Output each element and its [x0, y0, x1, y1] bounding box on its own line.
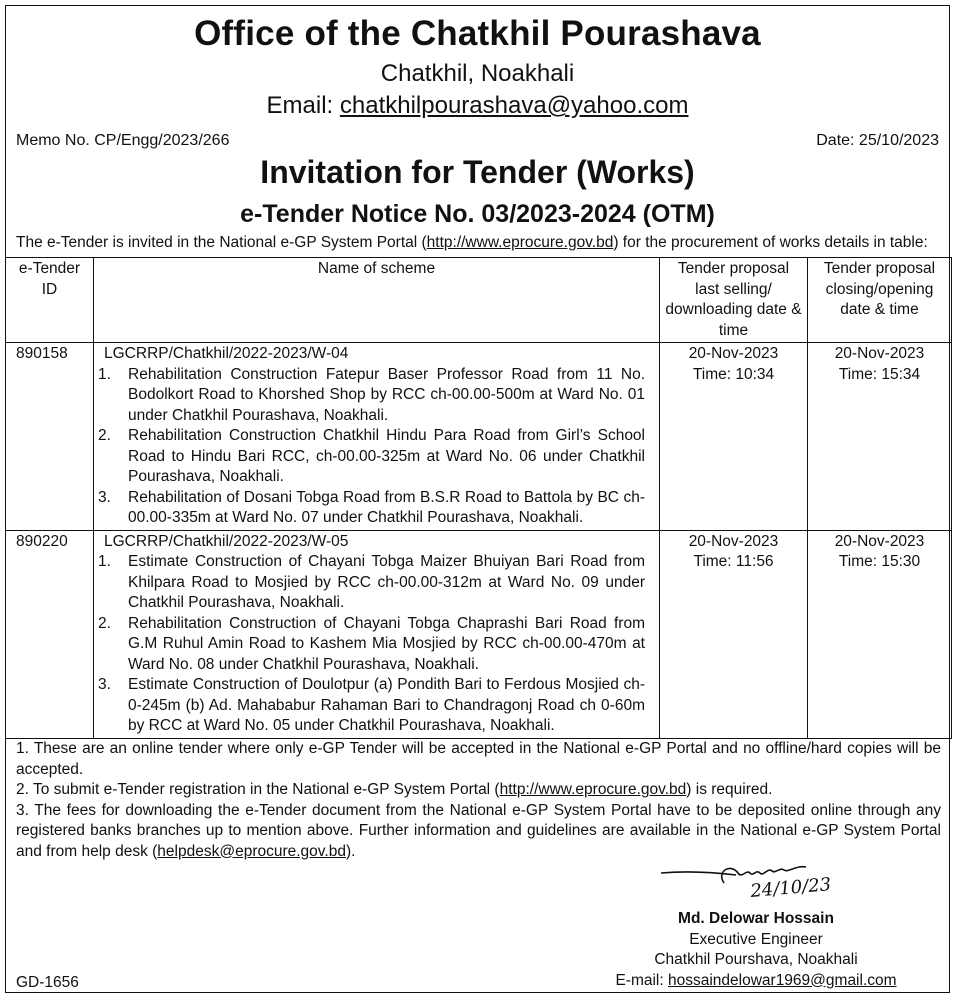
selling-time: Time: 11:56 — [693, 553, 774, 570]
item-number: 1. — [98, 365, 111, 383]
selling-cell — [660, 530, 808, 738]
table-header-row — [6, 258, 952, 343]
item-text: Rehabilitation Construction Chatkhil Hindu Para Road from Girl’s School Road to Hindu Bari RCC, ch-00.00-325m at Ward No. 06 under Chatkhil Pourashava, Noakhali. — [128, 427, 645, 485]
portal-link[interactable]: http://www.eprocure.gov.bd — [426, 234, 614, 251]
item-number: 3. — [98, 488, 111, 506]
item-text: Rehabilitation of Dosani Tobga Road from B.S.R Road to Battola by BC ch-00.00-335m at Ward No. 07 under Chatkhil Pourashava, Noakhali. — [128, 488, 645, 526]
tender-id: 890158 — [6, 343, 94, 531]
package-code: LGCRRP/Chatkhil/2022-2023/W-05 — [104, 532, 349, 550]
notice-title: Invitation for Tender (Works) — [260, 154, 695, 190]
tender-table — [5, 257, 952, 739]
signature-block — [606, 909, 906, 991]
table-row — [6, 530, 952, 738]
intro-text — [16, 234, 941, 252]
closing-date: 20-Nov-2023 — [834, 345, 925, 362]
item-text: Rehabilitation Construction of Chayani Tobga Chaprashi Bari Road from G.M Ruhul Amin Road to Kashem Mia Mosjied by RCC ch-00.00-470m at Ward No. 08 under Chatkhil Pourashava, Noakhali. — [128, 614, 645, 673]
item-number: 2. — [98, 427, 111, 444]
selling-date: 20-Nov-2023 — [688, 345, 779, 362]
office-email-label: Email: — [266, 92, 340, 119]
note-2 — [16, 780, 941, 801]
list-item — [98, 675, 655, 737]
item-number: 2. — [98, 614, 111, 632]
tender-id: 890220 — [6, 530, 94, 738]
signatory-email-label: E-mail: — [615, 971, 668, 989]
item-text: Estimate Construction of Chayani Tobga Maizer Bhuiyan Bari Road from Khilpara Road to Mosjied by RCC ch-00.00-312m at Ward No. 09 under Chatkhil Pourashava, Noakhali. — [128, 553, 645, 611]
closing-date: 20-Nov-2023 — [834, 532, 925, 550]
tender-notice — [5, 5, 950, 993]
closing-cell — [808, 343, 952, 531]
intro-after: ) for the procurement of works details in table: — [613, 234, 928, 251]
header-tender-id: e-Tender ID — [6, 258, 94, 343]
signatory-email-link[interactable]: hossaindelowar1969@gmail.com — [667, 971, 897, 989]
notice-date: Date: 25/10/2023 — [816, 132, 939, 149]
scheme-items — [98, 365, 655, 529]
item-text: Estimate Construction of Doulotpur (a) Pondith Bari to Ferdous Mosjied ch-0-245m (b) Ad. Mahababur Rahaman Bari to Chandragonj Road ch 0-60m by RCC at Ward No. 05 under Chatkhil Pourashava, Noakhali. — [128, 676, 645, 734]
note-2-link[interactable]: http://www.eprocure.gov.bd — [499, 781, 687, 798]
item-number: 3. — [98, 676, 111, 693]
list-item — [98, 488, 655, 529]
note-2-before: 2. To submit e-Tender registration in the National e-GP System Portal ( — [16, 781, 500, 798]
notes-section — [16, 739, 941, 862]
signatory-email-line — [606, 971, 906, 992]
scheme-cell — [94, 343, 660, 531]
list-item — [98, 552, 655, 614]
header-scheme: Name of scheme — [94, 258, 660, 343]
selling-cell — [660, 343, 808, 531]
office-location: Chatkhil, Noakhali — [380, 60, 575, 87]
signatory-office: Chatkhil Pourshava, Noakhali — [654, 951, 858, 968]
note-3-after: ). — [345, 842, 356, 860]
scheme-items — [98, 552, 655, 737]
memo-number: Memo No. CP/Engg/2023/266 — [16, 132, 230, 149]
signatory-name: Md. Delowar Hossain — [678, 910, 834, 927]
selling-date: 20-Nov-2023 — [688, 532, 779, 550]
intro-before: The e-Tender is invited in the National e-GP System Portal ( — [16, 234, 427, 251]
list-item — [98, 426, 655, 488]
package-code: LGCRRP/Chatkhil/2022-2023/W-04 — [104, 345, 349, 362]
item-text: Rehabilitation Construction Fatepur Baser Professor Road from 11 No. Bodolkort Road to Khorshed Shop by RCC ch-00.00-500m at Ward No. 01 under Chatkhil Pourashava, Noakhali. — [128, 365, 645, 424]
list-item — [98, 365, 655, 427]
note-2-after: ) is required. — [686, 781, 773, 798]
notice-number: e-Tender Notice No. 03/2023-2024 (OTM) — [240, 200, 715, 228]
list-item — [98, 614, 655, 676]
signatory-designation: Executive Engineer — [689, 930, 823, 948]
item-number: 1. — [98, 553, 111, 570]
gd-number: GD-1656 — [16, 974, 79, 991]
note-3-before: 3. The fees for downloading the e-Tender document from the National e-GP System Portal have to be deposited online through any registered banks branches up to mention above. Further information and guidelines are available in the National e-GP System Portal and from help desk ( — [16, 801, 941, 860]
note-3 — [16, 801, 941, 863]
signature-date: 24/10/23 — [749, 874, 832, 902]
office-title: Office of the Chatkhil Pourashava — [194, 14, 761, 53]
office-email-link[interactable]: chatkhilpourashava@yahoo.com — [339, 92, 689, 119]
handwritten-signature — [656, 861, 856, 911]
selling-time: Time: 10:34 — [692, 365, 775, 383]
helpdesk-email-link[interactable]: helpdesk@eprocure.gov.bd — [157, 842, 346, 860]
closing-time: Time: 15:30 — [838, 553, 921, 570]
header-closing: Tender proposal closing/opening date & time — [808, 258, 952, 343]
office-email-line — [6, 92, 949, 120]
scheme-cell — [94, 530, 660, 738]
closing-cell — [808, 530, 952, 738]
note-1: 1. These are an online tender where only e-GP Tender will be accepted in the National e-GP Portal and no offline/hard copies will be accepted. — [16, 740, 941, 778]
closing-time: Time: 15:34 — [838, 365, 921, 383]
header-selling: Tender proposal last selling/ downloading date & time — [660, 258, 808, 343]
table-row — [6, 343, 952, 531]
